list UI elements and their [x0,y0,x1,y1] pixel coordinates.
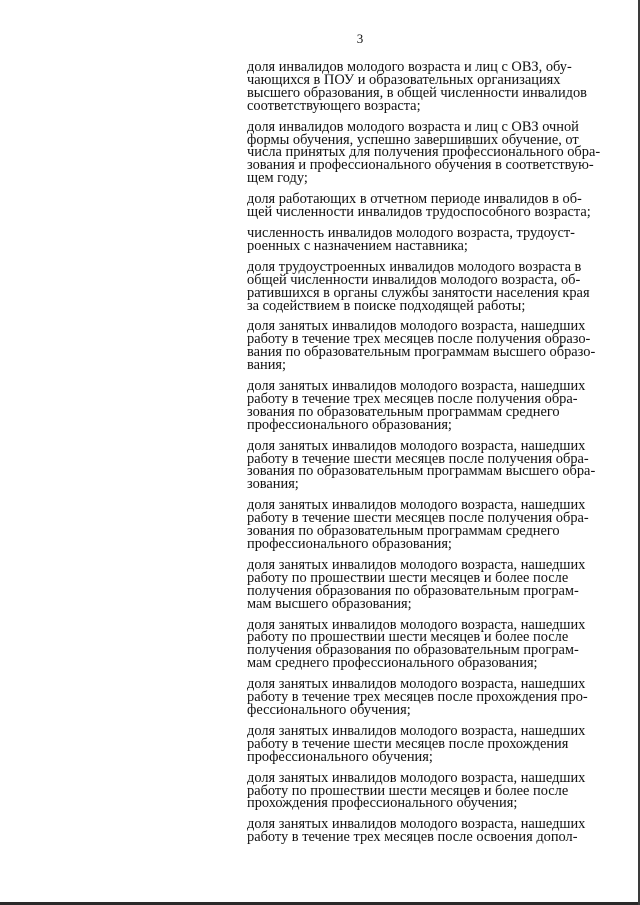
paragraph: доля трудоустроенных инвалидов молодого возраста в общей численности инвалидов молодого возраста, об- ратившихся в органы службы занятости населения края за содействием в поиске подходящей работы; [247,258,590,314]
page-number: 3 [356,31,364,46]
paragraph: доля занятых инвалидов молодого возраста, нашедших работу в течение трех месяцев после освоения допол- [247,816,586,846]
paragraph: доля инвалидов молодого возраста и лиц с ОВЗ, обу- чающихся в ПОУ и образовательных организациях высшего образования, в общей численности инвалидов соответствующего возраста; [247,59,587,114]
paragraph: доля занятых инвалидов молодого возраста, нашедших работу в течение трех месяцев после прохождения про- фессионального обучения; [247,676,588,718]
paragraph: доля занятых инвалидов молодого возраста, нашедших работу в течение шести месяцев после получения обра- зования по образовательным программам среднего профессионального образования; [247,497,589,552]
paragraph: доля занятых инвалидов молодого возраста, нашедших работу в течение трех месяцев после получения обра- зования по образовательным программам среднего профессионального образования; [247,378,586,433]
paragraph: доля работающих в отчетном периоде инвалидов в об- щей численности инвалидов трудоспособного возраста; [247,191,591,221]
text-column [247,61,608,844]
paragraph: доля занятых инвалидов молодого возраста, нашедших работу по прошествии шести месяцев и более после получения образования по образовательным програм- мам среднего профессионального образования; [247,616,586,672]
paragraph: доля занятых инвалидов молодого возраста, нашедших работу в течение шести месяцев после прохождения профессионального обучения; [247,722,586,765]
paragraph: численность инвалидов молодого возраста, трудоуст- роенных с назначением наставника; [247,224,575,254]
paragraph: доля инвалидов молодого возраста и лиц с ОВЗ очной формы обучения, успешно завершивших обучение, от числа принятых для получения профессионального обра- зования и профессионального обучения в соответствую- щем году; [247,118,601,187]
paragraph: доля занятых инвалидов молодого возраста, нашедших работу в течение трех месяцев после получения образо- вания по образовательным программам высшего образо- вания; [247,318,596,374]
paragraph: доля занятых инвалидов молодого возраста, нашедших работу в течение шести месяцев после получения обра- зования по образовательным программам высшего обра- зования; [247,437,596,493]
paragraph: доля занятых инвалидов молодого возраста, нашедших работу по прошествии шести месяцев и более после прохождения профессионального обучения; [247,769,586,812]
paragraph: доля занятых инвалидов молодого возраста, нашедших работу по прошествии шести месяцев и более после получения образования по образовательным програм- мам высшего образования; [247,556,586,612]
